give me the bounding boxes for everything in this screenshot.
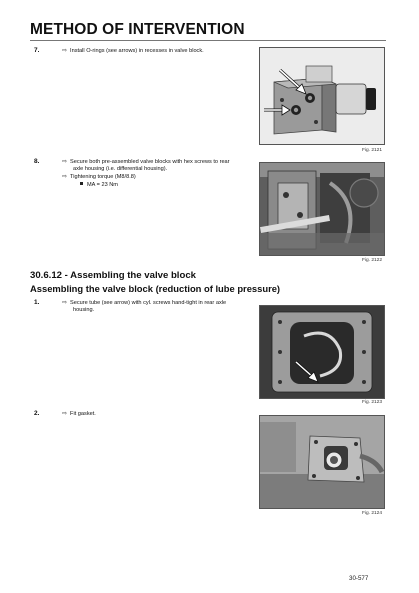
step-1-text-line-1: Secure tube (see arrow) with cyl. screws hand-tight in rear axle — [70, 300, 227, 306]
arrow-right-icon: ⇨ — [62, 173, 68, 180]
step-8-torque-value — [80, 182, 118, 189]
step-1-text-line-2: housing. — [73, 307, 95, 314]
square-bullet-icon — [80, 182, 83, 185]
page-title: METHOD OF INTERVENTION — [30, 21, 245, 38]
torque-value-text: MA = 23 Nm — [87, 182, 118, 188]
arrow-right-icon: ⇨ — [62, 300, 68, 306]
step-8-text-line-2: axle housing (i.e. differential housing). — [73, 166, 168, 173]
step-1-instruction — [62, 300, 226, 315]
rear-axle-housing-illustration — [260, 306, 384, 398]
step-7-text: Install O-rings (see arrows) in recesses in valve block. — [70, 48, 204, 54]
step-8-text-line-1: Secure both pre-assembled valve blocks with hex screws to rear — [70, 159, 230, 165]
step-8-torque-label: Tightening torque (M8/8.8) — [70, 173, 136, 180]
valve-block-illustration — [260, 48, 384, 144]
axle-housing-illustration — [260, 163, 384, 255]
step-number-2: 2. — [34, 410, 40, 417]
section-subheading: Assembling the valve block (reduction of lube pressure) — [30, 283, 281, 294]
step-2-text: Fit gasket. — [70, 411, 96, 417]
figure-2121-photo — [259, 47, 385, 145]
step-8-instruction — [62, 159, 230, 181]
figure-label-2121: Fig. 2121 — [361, 148, 382, 153]
figure-2124-photo — [259, 415, 385, 509]
step-7-instruction — [62, 48, 204, 55]
header-divider — [30, 40, 386, 41]
step-number-1: 1. — [34, 299, 40, 306]
page-number: 30-577 — [349, 575, 369, 582]
figure-2122-photo — [259, 162, 385, 256]
figure-label-2123: Fig. 2123 — [361, 400, 382, 405]
arrow-right-icon: ⇨ — [62, 48, 68, 54]
step-number-8: 8. — [34, 158, 40, 165]
figure-label-2122: Fig. 2122 — [361, 258, 382, 263]
step-number-7: 7. — [34, 47, 40, 54]
gasket-illustration — [260, 416, 384, 508]
arrow-right-icon: ⇨ — [62, 411, 68, 417]
section-heading: 30.6.12 - Assembling the valve block — [30, 270, 197, 281]
arrow-right-icon: ⇨ — [62, 159, 68, 165]
step-2-instruction — [62, 411, 96, 418]
figure-label-2124: Fig. 2124 — [361, 511, 382, 516]
figure-2123-photo — [259, 305, 385, 399]
